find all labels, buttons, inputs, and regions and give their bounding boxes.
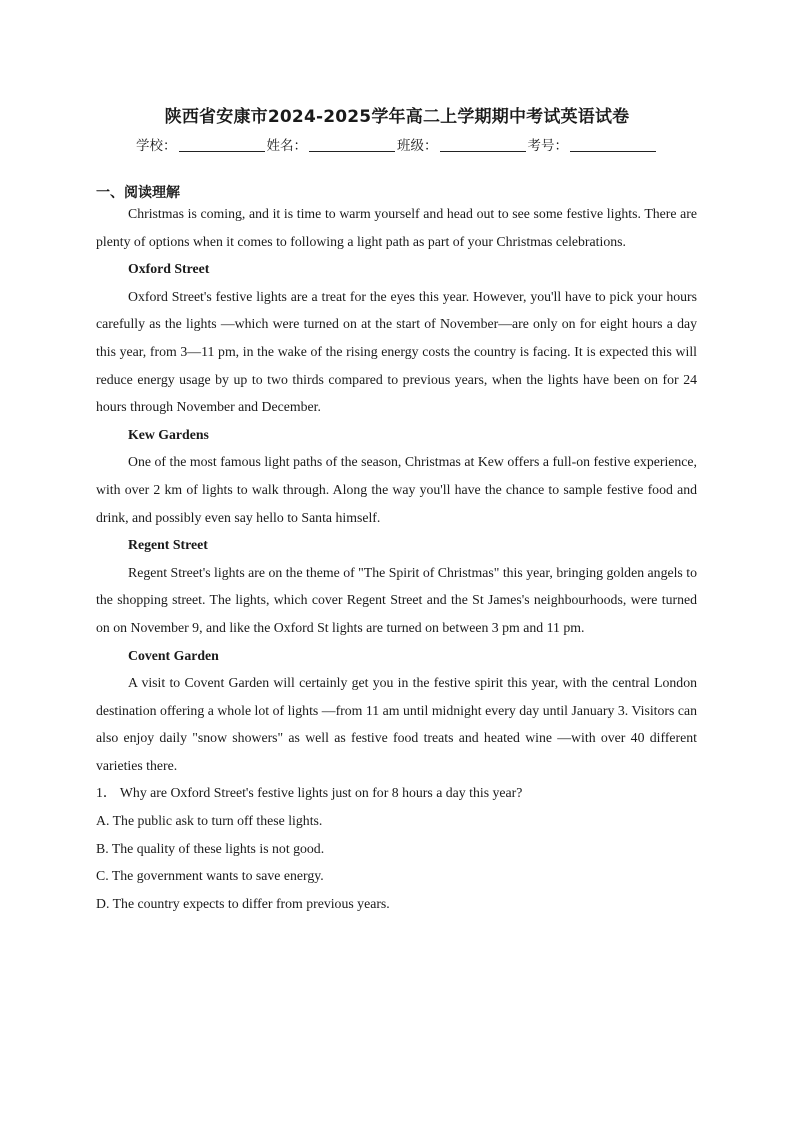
passage-intro: Christmas is coming, and it is time to warm yourself and head out to see some festive lights. There are plenty of options when it comes to following a light path as part of your Christmas celebrations. [96, 206, 697, 249]
name-label: 姓名： [266, 138, 307, 154]
question-1-option-a[interactable]: A. The public ask to turn off these lights. [96, 813, 323, 829]
number-blank[interactable] [570, 138, 656, 152]
kew-gardens-paragraph: One of the most famous light paths of the season, Christmas at Kew offers a full-on festive experience, with over 2 km of lights to walk through. Along the way you'll have the chance to sample festive food and drink, and possibly even say hello to Santa himself. [96, 454, 697, 525]
covent-garden-paragraph: A visit to Covent Garden will certainly get you in the festive spirit this year, with the central London destination offering a whole lot of lights —from 11 am until midnight every day until January 3. Visitors can also enjoy daily "snow showers" as well as festive food treats and heated wine —with over 40 different varieties there. [96, 675, 697, 773]
regent-street-heading: Regent Street [128, 537, 208, 553]
class-blank[interactable] [440, 138, 526, 152]
number-label: 考号： [527, 138, 568, 154]
exam-title: 陕西省安康市2024-2025学年高二上学期期中考试英语试卷 [164, 107, 630, 127]
reading-passage [96, 200, 697, 917]
question-1-option-d[interactable]: D. The country expects to differ from previous years. [96, 895, 390, 911]
kew-gardens-heading: Kew Gardens [128, 426, 209, 442]
regent-street-paragraph: Regent Street's lights are on the theme of "The Spirit of Christmas" this year, bringing golden angels to the shopping street. The lights, which cover Regent Street and the St James's neighbourhoods, were turned on on November 9, and like the Oxford St lights are turned on between 3 pm and 11 pm. [96, 564, 697, 635]
question-1-option-b[interactable]: B. The quality of these lights is not good. [96, 840, 325, 856]
oxford-street-paragraph: Oxford Street's festive lights are a treat for the eyes this year. However, you'll have to pick your hours carefully as the lights —which were turned on at the start of November—are only on for eight hours a day this year, from 3—11 pm, in the wake of the rising energy costs the country is facing. It is expected this will reduce energy usage by up to two thirds compared to previous years, when the lights have been on for 24 hours through November and December. [96, 288, 697, 415]
name-blank[interactable] [309, 138, 395, 152]
oxford-street-heading: Oxford Street [128, 261, 210, 277]
section-heading: 一、阅读理解 [96, 185, 180, 201]
question-1-stem: 1． Why are Oxford Street's festive lights just on for 8 hours a day this year? [96, 785, 523, 801]
question-1-option-c[interactable]: C. The government wants to save energy. [96, 868, 324, 884]
covent-garden-heading: Covent Garden [128, 647, 219, 663]
school-label: 学校： [136, 138, 177, 154]
student-info-line [0, 134, 794, 154]
class-label: 班级： [397, 138, 438, 154]
school-blank[interactable] [179, 138, 265, 152]
